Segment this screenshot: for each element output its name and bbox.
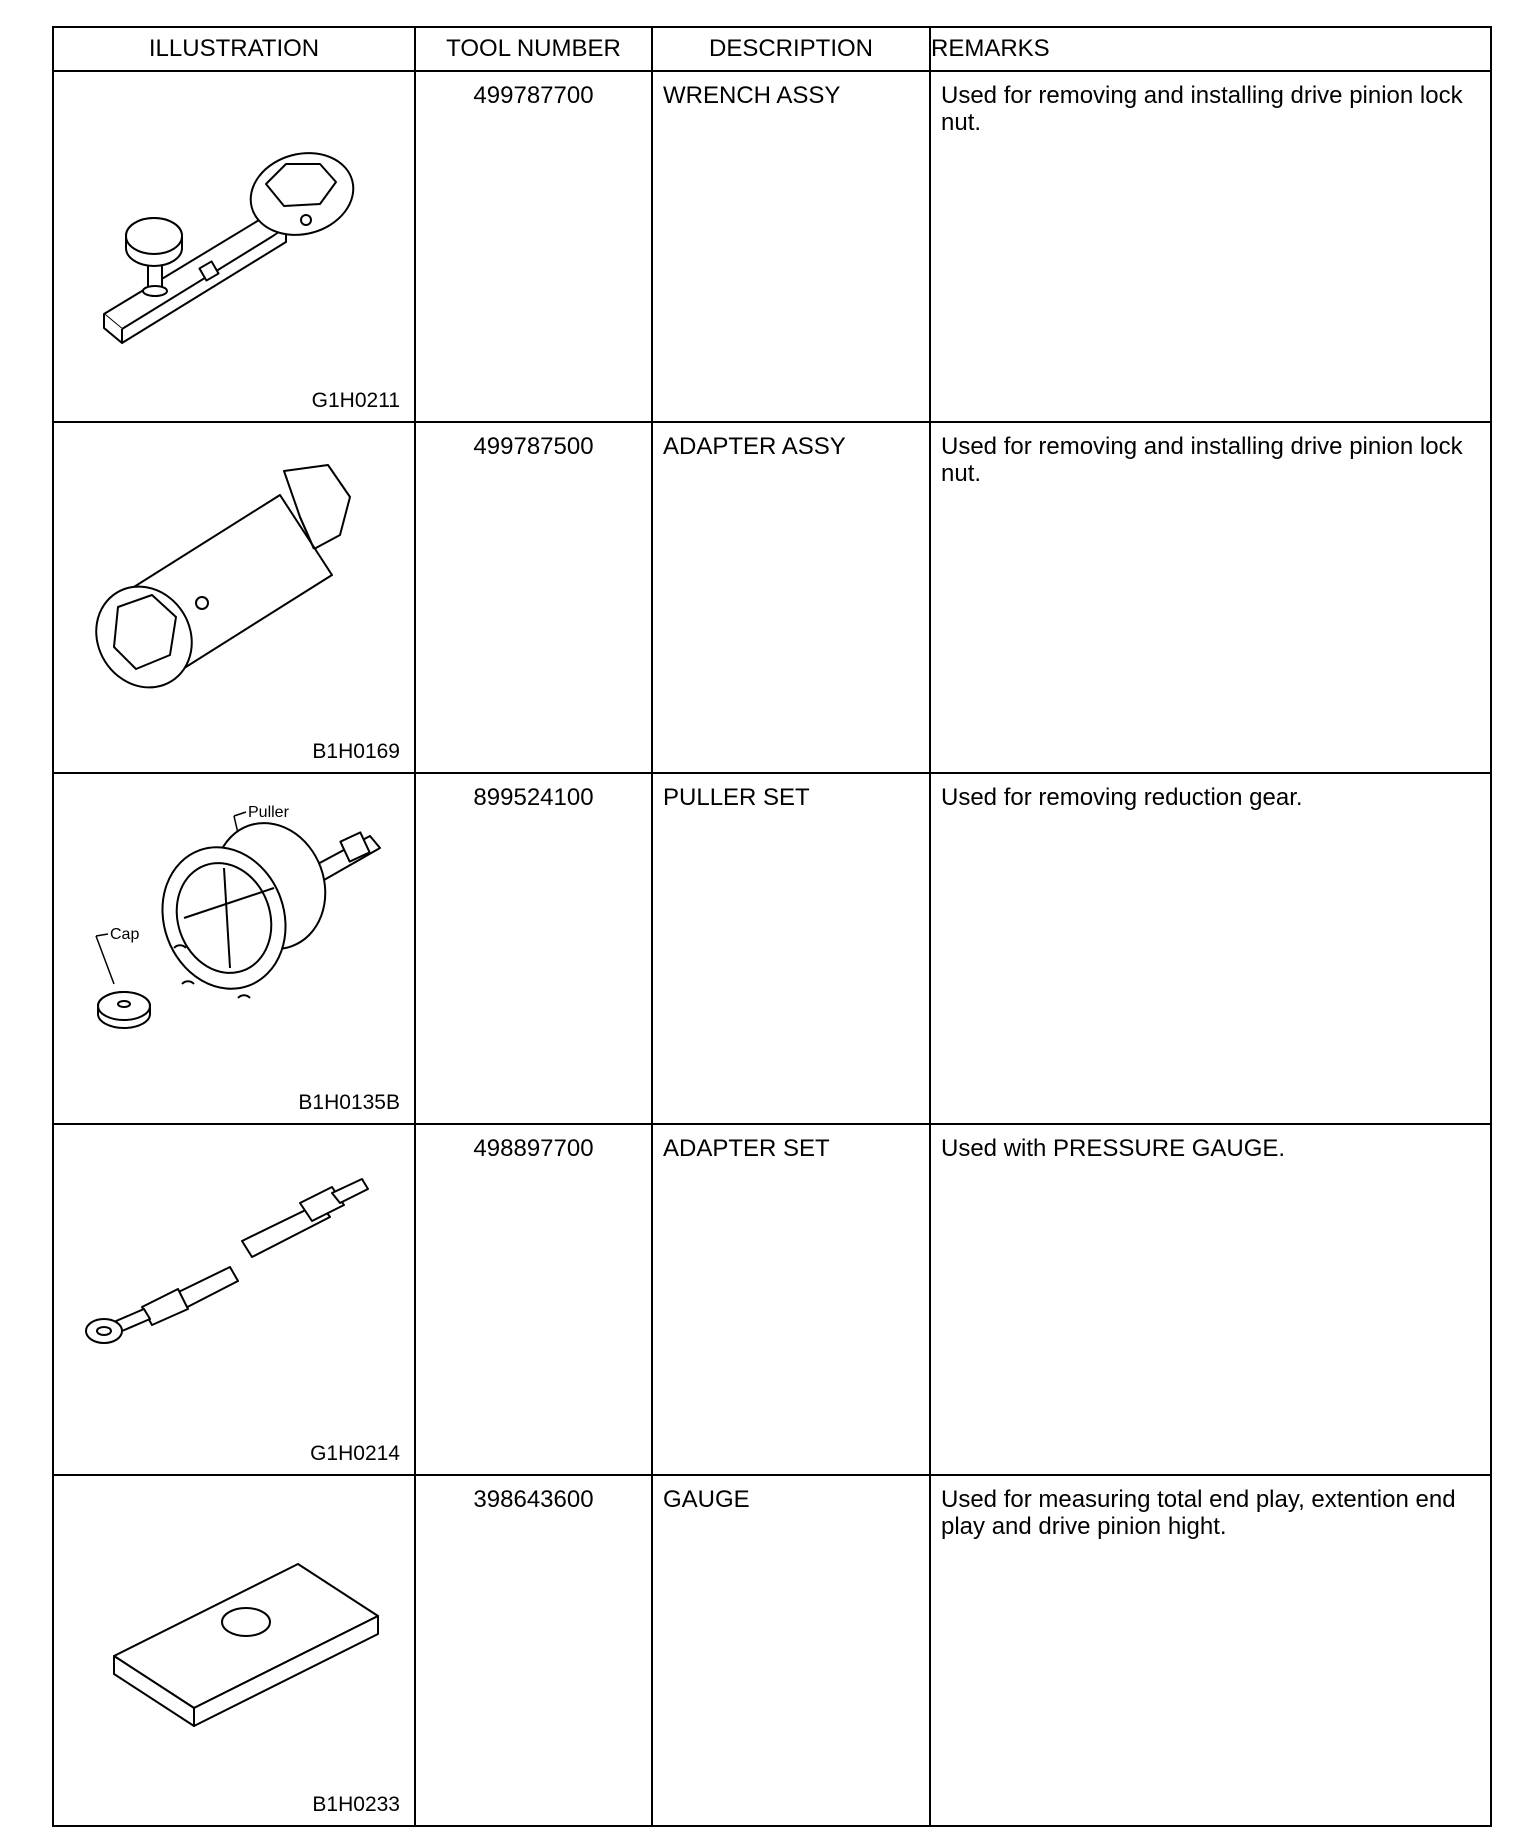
figure-code: B1H0233 (312, 1793, 400, 1816)
header-description: DESCRIPTION (652, 27, 930, 71)
wrench-assy-icon (74, 86, 394, 376)
tool-number: 398643600 (415, 1475, 652, 1826)
tool-number: 899524100 (415, 773, 652, 1124)
tool-description: WRENCH ASSY (652, 71, 930, 422)
table-row (53, 71, 1491, 422)
header-illustration: ILLUSTRATION (53, 27, 415, 71)
tool-remarks: Used with PRESSURE GAUGE. (930, 1124, 1491, 1475)
table-row (53, 422, 1491, 773)
header-tool-number: TOOL NUMBER (415, 27, 652, 71)
figure-code: B1H0135B (298, 1091, 400, 1114)
puller-set-icon (74, 788, 394, 1078)
figure-code: G1H0214 (310, 1442, 400, 1465)
tool-remarks: Used for removing and installing drive pinion lock nut. (930, 422, 1491, 773)
cap-label: Cap (110, 926, 140, 943)
header-remarks: REMARKS (930, 27, 1491, 71)
tool-description: PULLER SET (652, 773, 930, 1124)
tool-number: 498897700 (415, 1124, 652, 1475)
tool-number: 499787500 (415, 422, 652, 773)
tool-remarks: Used for removing and installing drive pinion lock nut. (930, 71, 1491, 422)
figure-code: B1H0169 (312, 740, 400, 763)
special-tools-table (52, 26, 1492, 1827)
illustration-cell (53, 1475, 415, 1826)
puller-label: Puller (248, 804, 289, 821)
hex-socket-adapter-icon (74, 437, 394, 727)
table-row (53, 1124, 1491, 1475)
gauge-plate-icon (74, 1490, 394, 1780)
tool-remarks: Used for removing reduction gear. (930, 773, 1491, 1124)
illustration-cell (53, 422, 415, 773)
tool-description: GAUGE (652, 1475, 930, 1826)
tool-description: ADAPTER SET (652, 1124, 930, 1475)
illustration-cell (53, 1124, 415, 1475)
illustration-cell (53, 773, 415, 1124)
tool-remarks: Used for measuring total end play, extention end play and drive pinion hight. (930, 1475, 1491, 1826)
tool-number: 499787700 (415, 71, 652, 422)
table-row (53, 773, 1491, 1124)
illustration-cell (53, 71, 415, 422)
table-row (53, 1475, 1491, 1826)
tool-description: ADAPTER ASSY (652, 422, 930, 773)
figure-code: G1H0211 (311, 389, 400, 412)
pressure-hose-adapter-icon (74, 1139, 394, 1429)
header-row (53, 27, 1491, 71)
